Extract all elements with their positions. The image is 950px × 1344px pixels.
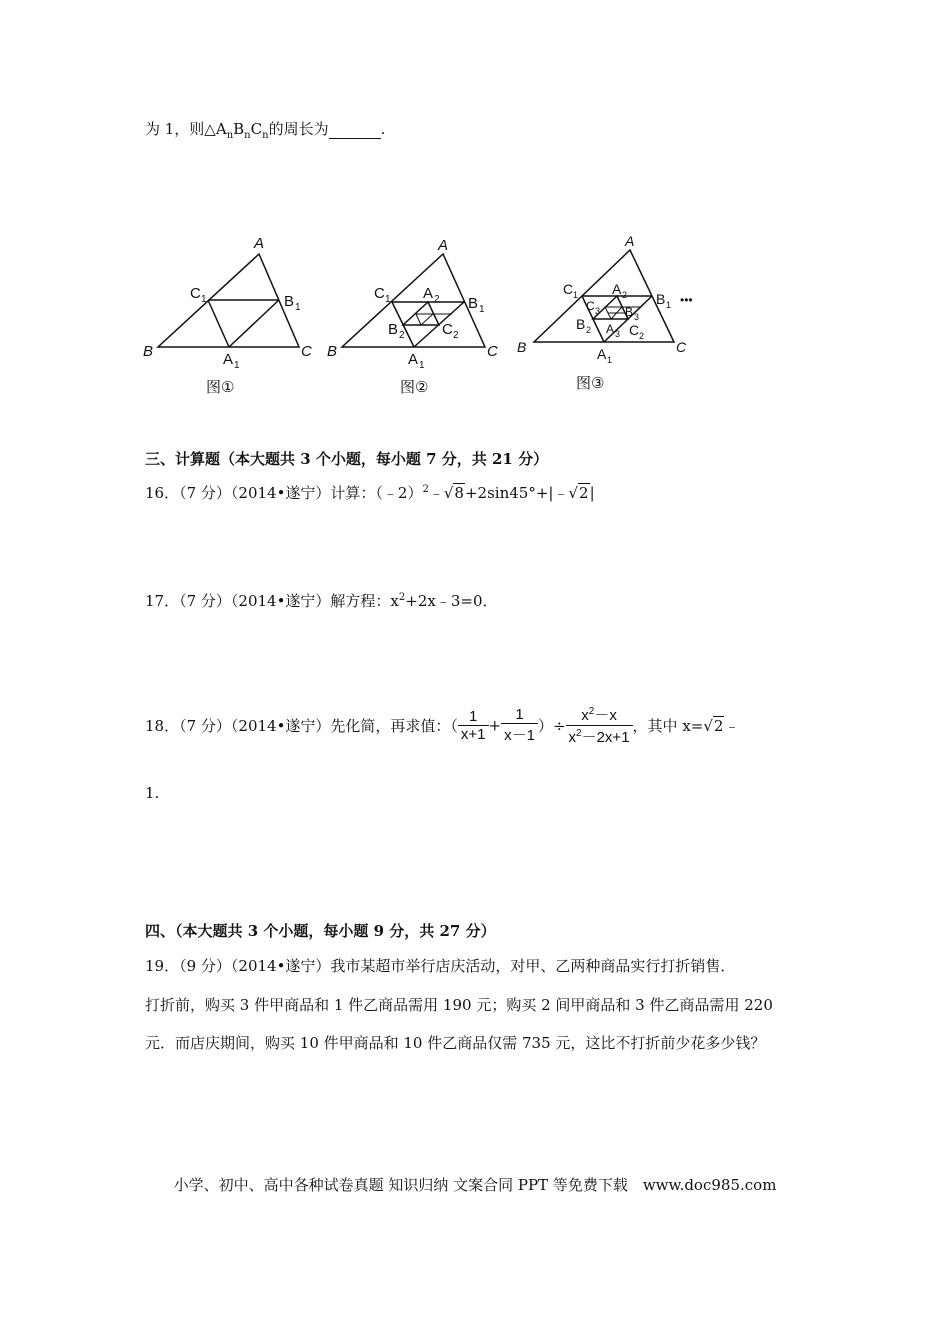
label-A: A (254, 235, 265, 252)
svg-text:1: 1 (385, 294, 391, 305)
figure-2 (322, 230, 512, 404)
question-18: 18．（7 分）（2014•遂宁）先化简，再求值：（ $\frac{1}{x+1}$ + $\frac{1}{x-1}$ ）÷ $\frac{x^2-x}{x^2-2x+1}$ ，其中 x=√2﹣ (145, 706, 740, 746)
svg-text:C: C (629, 322, 640, 338)
intro-line: 为 1，则$\triangle A_nB_nC_n$的周长为 . (145, 120, 386, 141)
question-16: 16．（7 分）（2014•遂宁）计算：（﹣2）$^2$﹣√8+2sin45°+|﹣√2| (145, 484, 595, 502)
svg-text:2: 2 (622, 290, 628, 300)
svg-text:B: B (625, 305, 634, 319)
label-C: C (301, 343, 312, 360)
ellipsis: ••• (680, 293, 693, 307)
section-3-heading: 三、计算题（本大题共 3 个小题，每小题 7 分，共 21 分） (145, 450, 549, 468)
caption-fig1: 图① (206, 379, 235, 396)
figure-1 (138, 230, 328, 404)
svg-text:C: C (586, 299, 595, 313)
page-footer: 小学、初中、高中各种试卷真题 知识归纳 文案合同 PPT 等免费下载 www.doc985.com (173, 1176, 777, 1194)
question-19-line3: 元．而店庆期间，购买 10 件甲商品和 10 件乙商品仅需 735 元，这比不打折前少花多少钱？ (145, 1034, 766, 1052)
fraction-2: $\frac{1}{x-1}$ (501, 706, 538, 745)
svg-text:1: 1 (295, 302, 301, 313)
question-19-line2: 打折前，购买 3 件甲商品和 1 件乙商品需用 190 元；购买 2 间甲商品和 3 件乙商品需用 220 (145, 996, 773, 1014)
sqrt-2: √2 (568, 484, 589, 502)
svg-text:A: A (408, 351, 419, 368)
svg-text:C: C (563, 281, 574, 297)
svg-text:A: A (438, 237, 449, 254)
svg-text:3: 3 (595, 306, 601, 316)
svg-text:1: 1 (234, 360, 240, 371)
sqrt-2-value: √2 (703, 716, 724, 735)
svg-text:C: C (374, 285, 385, 302)
svg-text:B: B (468, 295, 479, 312)
fraction-1: $\frac{1}{x+1}$ (458, 708, 489, 743)
svg-text:A: A (606, 322, 615, 336)
svg-text:2: 2 (586, 325, 592, 335)
caption-fig2: 图② (400, 379, 429, 396)
label-B: B (143, 343, 154, 360)
svg-text:B: B (388, 321, 399, 338)
svg-text:B: B (327, 343, 338, 360)
sqrt-8: √8 (443, 484, 464, 502)
svg-text:1: 1 (419, 360, 425, 371)
section-4-heading: 四、（本大题共 3 个小题，每小题 9 分，共 27 分） (145, 922, 496, 940)
svg-text:3: 3 (615, 329, 621, 339)
svg-text:1: 1 (607, 355, 613, 365)
svg-text:A: A (612, 281, 622, 297)
svg-text:C: C (676, 339, 687, 355)
svg-text:3: 3 (634, 312, 640, 322)
question-18-cont: 1. (145, 784, 160, 802)
label-A1: A (223, 351, 234, 368)
question-19-line1: 19．（9 分）（2014•遂宁）我市某超市举行店庆活动，对甲、乙两种商品实行打折销售． (145, 957, 736, 975)
svg-text:2: 2 (399, 330, 405, 341)
svg-text:2: 2 (434, 294, 440, 305)
svg-text:1: 1 (666, 300, 672, 310)
svg-text:B: B (517, 339, 527, 355)
label-B1: B (284, 293, 295, 310)
fraction-3: $\frac{x^2-x}{x^2-2x+1}$ (566, 704, 633, 747)
svg-text:2: 2 (453, 330, 459, 341)
label-C1: C (190, 285, 201, 302)
svg-text:1: 1 (573, 290, 579, 300)
svg-text:C: C (442, 321, 453, 338)
caption-fig3: 图③ (576, 375, 605, 392)
svg-text:1: 1 (201, 294, 207, 305)
figure-3 (508, 230, 718, 404)
svg-text:C: C (487, 343, 498, 360)
svg-text:1: 1 (479, 304, 485, 315)
answer-blank (329, 120, 381, 139)
svg-text:B: B (576, 316, 586, 332)
svg-text:2: 2 (639, 331, 645, 341)
svg-text:B: B (656, 291, 666, 307)
svg-text:A: A (625, 233, 635, 249)
question-17: 17．（7 分）（2014•遂宁）解方程：$x^2+2x﹣3=0$． (145, 592, 498, 610)
svg-text:A: A (423, 285, 434, 302)
svg-text:A: A (597, 346, 607, 362)
